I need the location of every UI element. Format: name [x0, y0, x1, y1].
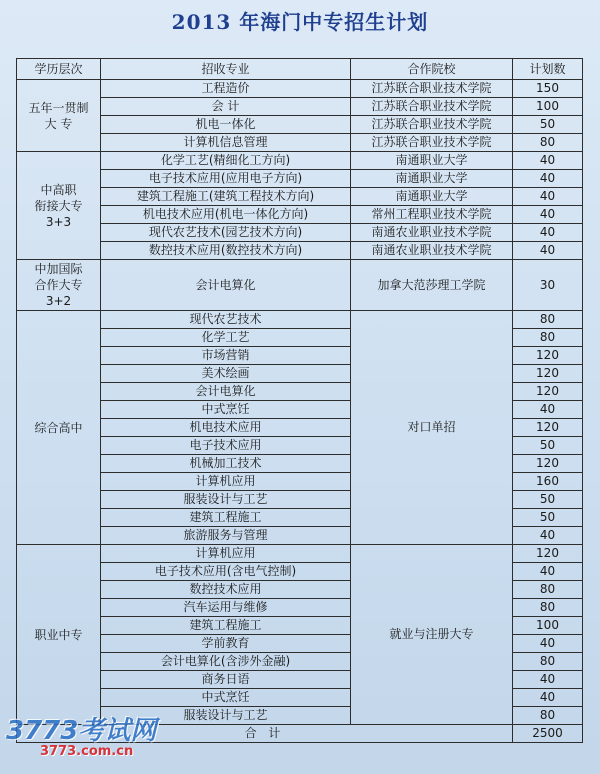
count-cell: 40	[513, 188, 583, 206]
count-cell: 40	[513, 527, 583, 545]
watermark-url: 3773.com.cn	[40, 744, 134, 759]
major-cell: 数控技术应用	[101, 581, 351, 599]
partner-cell: 对口单招	[351, 311, 513, 545]
major-cell: 数控技术应用(数控技术方向)	[101, 242, 351, 260]
major-cell: 化学工艺(精细化工方向)	[101, 152, 351, 170]
count-cell: 40	[513, 563, 583, 581]
partner-cell: 南通职业大学	[351, 170, 513, 188]
table-row	[17, 260, 583, 311]
count-cell: 160	[513, 473, 583, 491]
header-count: 计划数	[513, 59, 583, 80]
partner-cell: 就业与注册大专	[351, 545, 513, 725]
partner-cell: 江苏联合职业技术学院	[351, 116, 513, 134]
count-cell: 40	[513, 671, 583, 689]
partner-cell: 南通职业大学	[351, 188, 513, 206]
count-cell: 120	[513, 365, 583, 383]
count-cell: 30	[513, 260, 583, 311]
major-cell: 服装设计与工艺	[101, 491, 351, 509]
major-cell: 会计电算化(含涉外金融)	[101, 653, 351, 671]
table-row	[17, 311, 583, 329]
page-title: 2013 年海门中专招生计划	[171, 10, 429, 34]
count-cell: 80	[513, 329, 583, 347]
major-cell: 现代农艺技术(园艺技术方向)	[101, 224, 351, 242]
major-cell: 建筑工程施工	[101, 617, 351, 635]
major-cell: 电子技术应用(含电气控制)	[101, 563, 351, 581]
table-row	[17, 80, 583, 98]
count-cell: 40	[513, 401, 583, 419]
count-cell: 40	[513, 635, 583, 653]
major-cell: 现代农艺技术	[101, 311, 351, 329]
major-cell: 中式烹饪	[101, 401, 351, 419]
major-cell: 学前教育	[101, 635, 351, 653]
major-cell: 中式烹饪	[101, 689, 351, 707]
count-cell: 50	[513, 437, 583, 455]
major-cell: 商务日语	[101, 671, 351, 689]
count-cell: 120	[513, 455, 583, 473]
major-cell: 汽车运用与维修	[101, 599, 351, 617]
table-row	[17, 188, 583, 206]
count-cell: 100	[513, 98, 583, 116]
table-row	[17, 152, 583, 170]
count-cell: 150	[513, 80, 583, 98]
major-cell: 旅游服务与管理	[101, 527, 351, 545]
partner-cell: 江苏联合职业技术学院	[351, 134, 513, 152]
major-cell: 会计电算化	[101, 260, 351, 311]
major-cell: 工程造价	[101, 80, 351, 98]
level-cell: 中加国际 合作大专 3+2	[17, 260, 101, 311]
count-cell: 50	[513, 509, 583, 527]
count-cell: 100	[513, 617, 583, 635]
major-cell: 机械加工技术	[101, 455, 351, 473]
total-count: 2500	[513, 725, 583, 743]
count-cell: 80	[513, 599, 583, 617]
major-cell: 建筑工程施工	[101, 509, 351, 527]
count-cell: 40	[513, 224, 583, 242]
count-cell: 120	[513, 347, 583, 365]
header-level: 学历层次	[17, 59, 101, 80]
major-cell: 会 计	[101, 98, 351, 116]
partner-cell: 加拿大范莎理工学院	[351, 260, 513, 311]
count-cell: 80	[513, 653, 583, 671]
partner-cell: 江苏联合职业技术学院	[351, 80, 513, 98]
major-cell: 建筑工程施工(建筑工程技术方向)	[101, 188, 351, 206]
partner-cell: 常州工程职业技术学院	[351, 206, 513, 224]
major-cell: 计算机应用	[101, 545, 351, 563]
table-row	[17, 242, 583, 260]
major-cell: 美术绘画	[101, 365, 351, 383]
count-cell: 80	[513, 311, 583, 329]
count-cell: 40	[513, 152, 583, 170]
count-cell: 40	[513, 242, 583, 260]
count-cell: 120	[513, 383, 583, 401]
count-cell: 40	[513, 689, 583, 707]
table-row	[17, 98, 583, 116]
partner-cell: 南通农业职业技术学院	[351, 242, 513, 260]
count-cell: 80	[513, 134, 583, 152]
major-cell: 机电技术应用(机电一体化方向)	[101, 206, 351, 224]
table-row	[17, 170, 583, 188]
table-row	[17, 224, 583, 242]
count-cell: 40	[513, 206, 583, 224]
major-cell: 电子技术应用	[101, 437, 351, 455]
count-cell: 50	[513, 116, 583, 134]
major-cell: 机电技术应用	[101, 419, 351, 437]
major-cell: 化学工艺	[101, 329, 351, 347]
table-row	[17, 134, 583, 152]
level-cell: 五年一贯制 大 专	[17, 80, 101, 152]
major-cell: 计算机应用	[101, 473, 351, 491]
partner-cell: 南通职业大学	[351, 152, 513, 170]
count-cell: 80	[513, 581, 583, 599]
count-cell: 120	[513, 545, 583, 563]
major-cell: 电子技术应用(应用电子方向)	[101, 170, 351, 188]
count-cell: 120	[513, 419, 583, 437]
enrollment-plan-table	[16, 58, 583, 743]
major-cell: 计算机信息管理	[101, 134, 351, 152]
count-cell: 40	[513, 170, 583, 188]
major-cell: 服装设计与工艺	[101, 707, 351, 725]
major-cell: 会计电算化	[101, 383, 351, 401]
partner-cell: 南通农业职业技术学院	[351, 224, 513, 242]
table-header-row	[17, 59, 583, 80]
table-row	[17, 116, 583, 134]
partner-cell: 江苏联合职业技术学院	[351, 98, 513, 116]
major-cell: 机电一体化	[101, 116, 351, 134]
header-major: 招收专业	[101, 59, 351, 80]
table-row	[17, 206, 583, 224]
major-cell: 市场营销	[101, 347, 351, 365]
level-cell: 综合高中	[17, 311, 101, 545]
count-cell: 50	[513, 491, 583, 509]
total-label: 合 计	[17, 725, 513, 743]
table-body	[17, 80, 583, 743]
watermark-logo: 3773考试网	[6, 716, 157, 746]
header-partner: 合作院校	[351, 59, 513, 80]
level-cell: 中高职 衔接大专 3+3	[17, 152, 101, 260]
table-row	[17, 545, 583, 563]
level-cell: 职业中专	[17, 545, 101, 725]
count-cell: 80	[513, 707, 583, 725]
